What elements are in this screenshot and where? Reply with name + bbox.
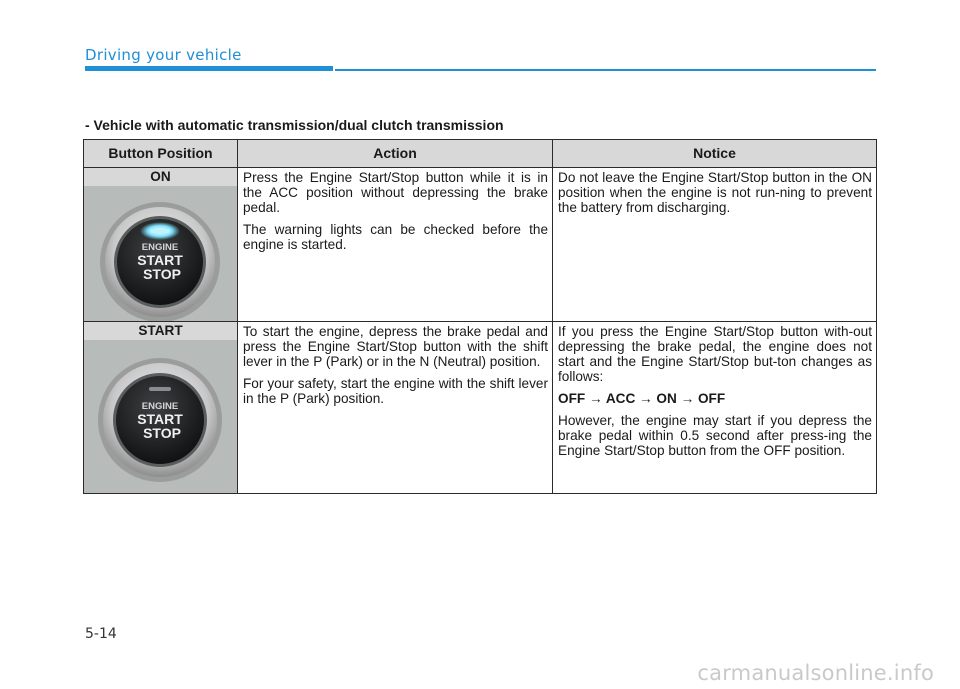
table-row (84, 322, 877, 494)
action-cell (238, 322, 553, 494)
header-action: Action (238, 140, 553, 168)
action-paragraph: For your safety, start the engine with the shift lever in the P (Park) position. (243, 376, 548, 406)
notice-paragraph: However, the engine may start if you depress the brake pedal within 0.5 second after press-ing the Engine Start/Stop button from the OFF position. (558, 413, 872, 458)
table-header-row (84, 140, 877, 168)
page-number: 5-14 (85, 626, 117, 642)
header-notice: Notice (553, 140, 877, 168)
table-subtitle: - Vehicle with automatic transmission/dual clutch transmission (85, 117, 504, 133)
position-label: START (84, 322, 237, 340)
button-text-stop: STOP (143, 425, 181, 441)
button-text-start: START (137, 252, 183, 268)
header-rule-thick (85, 66, 333, 71)
position-cell (84, 322, 238, 494)
button-state-sequence: OFF → ACC → ON → OFF (558, 391, 726, 406)
action-paragraph: The warning lights can be checked before the engine is started. (243, 222, 548, 252)
button-text-stop: STOP (143, 266, 181, 282)
button-text-engine: ENGINE (141, 242, 179, 253)
engine-start-button-image (84, 186, 237, 321)
notice-paragraph: Do not leave the Engine Start/Stop button in the ON position when the engine is not run-ning to prevent the battery from discharging. (558, 170, 872, 215)
position-label: ON (84, 168, 237, 186)
notice-cell (553, 168, 877, 322)
button-text-start: START (137, 411, 183, 427)
action-paragraph: Press the Engine Start/Stop button while it is in the ACC position without depressing the brake pedal. (243, 170, 548, 215)
position-cell (84, 168, 238, 322)
notice-cell (553, 322, 877, 494)
watermark: carmanualsonline.info (697, 661, 934, 685)
button-position-table (83, 139, 877, 494)
engine-start-button-image (84, 340, 237, 493)
indicator-off-icon (149, 387, 171, 391)
header-button-position: Button Position (84, 140, 238, 168)
section-title: Driving your vehicle (85, 46, 242, 64)
header-rule-thin (335, 69, 876, 71)
action-paragraph: To start the engine, depress the brake pedal and press the Engine Start/Stop button with the shift lever in the P (Park) or in the N (Neutral) position. (243, 324, 548, 369)
table-row (84, 168, 877, 322)
notice-paragraph: If you press the Engine Start/Stop button with-out depressing the brake pedal, the engine does not start and the Engine Start/Stop but-ton changes as follows: (558, 324, 872, 384)
action-cell (238, 168, 553, 322)
button-text-engine: ENGINE (141, 401, 179, 412)
